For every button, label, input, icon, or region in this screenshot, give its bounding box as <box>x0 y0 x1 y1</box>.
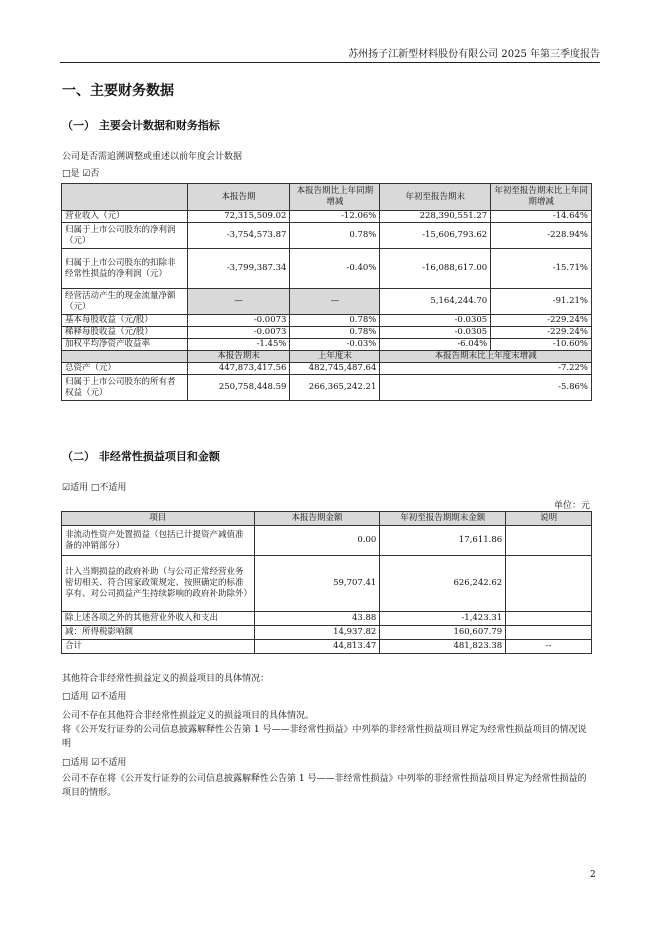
table-row <box>62 223 592 249</box>
table-header-cell: 本报告期金额 <box>254 512 380 526</box>
cell: -1.45% <box>187 339 290 351</box>
row-label: 稀释每股收益（元/股） <box>62 327 188 339</box>
note-3-answer: □适用 ☑不适用 <box>62 758 127 768</box>
restate-answer: □是 ☑否 <box>62 169 100 179</box>
cell: — <box>290 289 380 315</box>
note-4: 公司不存在将《公开发行证券的公司信息披露解释性公告第 1 号——非经常性损益》中列举的非经常性损益项目界定为经常性损益的项目的情形。 <box>62 774 587 798</box>
cell: -0.03% <box>290 339 380 351</box>
table-header-cell: 项目 <box>62 512 255 526</box>
table-row <box>62 211 592 223</box>
cell: 482,745,487.64 <box>290 363 380 375</box>
section-title: 一、主要财务数据 <box>62 83 174 99</box>
cell: 228,390,551.27 <box>380 211 491 223</box>
note-3: 将《公开发行证券的公司信息披露解释性公告第 1 号——非经常性损益》中列举的非经常性损益项目界定为经常性损益项目的情况说明 <box>62 725 587 749</box>
row-label: 营业收入（元） <box>62 211 188 223</box>
cell: -14.64% <box>491 211 592 223</box>
cell: 14,937.82 <box>254 626 380 640</box>
cell: -5.86% <box>380 375 592 401</box>
unit-label: 单位：元 <box>553 501 590 511</box>
cell: -0.0073 <box>187 327 290 339</box>
table-header-cell: 上年度末 <box>290 351 380 363</box>
table-row <box>62 249 592 289</box>
cell: -16,088,617.00 <box>380 249 491 289</box>
table-header-cell <box>62 184 188 211</box>
cell: -12.06% <box>290 211 380 223</box>
cell <box>506 626 592 640</box>
cell: 0.00 <box>254 526 380 556</box>
cell: -0.0305 <box>380 327 491 339</box>
applicable-answer: ☑适用 □不适用 <box>62 483 127 493</box>
table-header-cell: 年初至报告期期末金额 <box>380 512 506 526</box>
row-label: 归属于上市公司股东的所有者权益（元） <box>62 375 188 401</box>
table-row <box>62 626 592 640</box>
row-label: 归属于上市公司股东的扣除非经常性损益的净利润（元） <box>62 249 188 289</box>
note-1-answer: □适用 ☑不适用 <box>62 692 127 702</box>
cell: 626,242.62 <box>380 556 506 612</box>
row-label: 减：所得税影响额 <box>62 626 255 640</box>
cell: 43.88 <box>254 612 380 626</box>
cell: 0.78% <box>290 223 380 249</box>
table-header-cell: 年初至报告期末 <box>380 184 491 211</box>
table-row <box>62 289 592 315</box>
row-label: 合计 <box>62 640 255 654</box>
table-header-row <box>62 351 592 363</box>
table-header-cell: 本报告期末比上年度末增减 <box>380 351 592 363</box>
cell: -- <box>506 640 592 654</box>
row-label: 经营活动产生的现金流量净额（元） <box>62 289 188 315</box>
table-row <box>62 640 592 654</box>
row-label: 非流动性资产处置损益（包括已计提资产减值准备的冲销部分） <box>62 526 255 556</box>
cell: 59,707.41 <box>254 556 380 612</box>
cell: -15,606,793.62 <box>380 223 491 249</box>
cell: -229.24% <box>491 315 592 327</box>
cell: -7.22% <box>380 363 592 375</box>
cell: 72,315,509.02 <box>187 211 290 223</box>
cell: 0.78% <box>290 327 380 339</box>
table-row <box>62 327 592 339</box>
cell: 266,365,242.21 <box>290 375 380 401</box>
cell: -0.40% <box>290 249 380 289</box>
cell: 447,873,417.56 <box>187 363 290 375</box>
table-row <box>62 315 592 327</box>
cell <box>506 526 592 556</box>
cell: -3,799,387.34 <box>187 249 290 289</box>
table-row <box>62 612 592 626</box>
table-row <box>62 375 592 401</box>
table-header-row <box>62 184 592 211</box>
cell: 5,164,244.70 <box>380 289 491 315</box>
header-divider <box>60 62 600 63</box>
table-header-cell: 本报告期比上年同期增减 <box>290 184 380 211</box>
table-header-row <box>62 512 592 526</box>
table-header-cell: 本报告期末 <box>187 351 290 363</box>
cell: -91.21% <box>491 289 592 315</box>
table-row <box>62 556 592 612</box>
cell: -3,754,573.87 <box>187 223 290 249</box>
cell: 481,823.38 <box>380 640 506 654</box>
table-row <box>62 363 592 375</box>
cell: 250,758,448.59 <box>187 375 290 401</box>
cell: -0.0305 <box>380 315 491 327</box>
table-header-cell: 说明 <box>506 512 592 526</box>
row-label: 基本每股收益（元/股） <box>62 315 188 327</box>
cell: 44,813.47 <box>254 640 380 654</box>
page-header: 苏州扬子江新型材料股份有限公司 2025 年第三季度报告 <box>348 49 600 60</box>
table-row <box>62 526 592 556</box>
cell <box>506 612 592 626</box>
restate-question: 公司是否需追溯调整或重述以前年度会计数据 <box>62 152 243 162</box>
row-label: 除上述各项之外的其他营业外收入和支出 <box>62 612 255 626</box>
cell: -15.71% <box>491 249 592 289</box>
cell: 160,607.79 <box>380 626 506 640</box>
table-row <box>62 339 592 351</box>
subsection-title-2: （二） 非经常性损益项目和金额 <box>62 450 220 463</box>
financial-data-table <box>61 183 592 401</box>
table-header-cell: 本报告期 <box>187 184 290 211</box>
cell: 17,611.86 <box>380 526 506 556</box>
cell: — <box>187 289 290 315</box>
cell: -0.0073 <box>187 315 290 327</box>
row-label: 归属于上市公司股东的净利润（元） <box>62 223 188 249</box>
cell: -10.60% <box>491 339 592 351</box>
note-2: 公司不存在其他符合非经常性损益定义的损益项目的具体情况。 <box>62 711 315 721</box>
page-number: 2 <box>590 870 596 880</box>
row-label: 计入当期损益的政府补助（与公司正常经营业务密切相关、符合国家政策规定、按照确定的标准享有、对公司损益产生持续影响的政府补助除外） <box>62 556 255 612</box>
cell: -6.04% <box>380 339 491 351</box>
cell: 0.78% <box>290 315 380 327</box>
row-label: 总资产（元） <box>62 363 188 375</box>
row-label: 加权平均净资产收益率 <box>62 339 188 351</box>
cell <box>506 556 592 612</box>
cell: -1,423.31 <box>380 612 506 626</box>
table-header-cell: 年初至报告期末比上年同期增减 <box>491 184 592 211</box>
note-1: 其他符合非经常性损益定义的损益项目的具体情况： <box>62 674 270 684</box>
cell: -228.94% <box>491 223 592 249</box>
table-header-cell <box>62 351 188 363</box>
cell: -229.24% <box>491 327 592 339</box>
subsection-title-1: （一） 主要会计数据和财务指标 <box>62 119 220 132</box>
non-recurring-table <box>61 511 592 654</box>
